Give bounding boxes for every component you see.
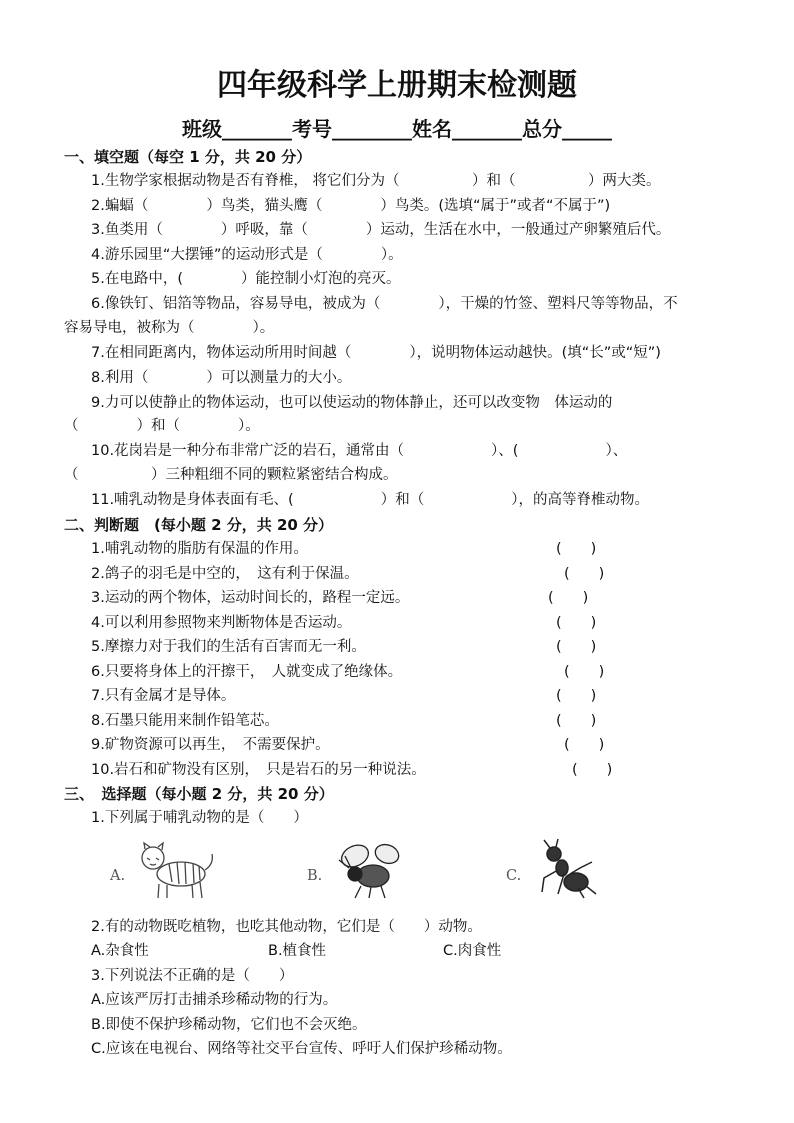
- section-3-heading: 三、 选择题（每小题 2 分，共 20 分）: [64, 785, 334, 803]
- fill-question-9-cont: （ ）和（ ）。: [64, 418, 260, 434]
- judge-question-5: 5.摩擦力对于我们的生活有百害而无一利。: [91, 639, 366, 655]
- fill-question-7: 7.在相同距离内，物体运动所用时间越（ ），说明物体运动越快。(填“长”或“短”): [91, 345, 661, 361]
- q3-option-a[interactable]: A.应该严厉打击捕杀珍稀动物的行为。: [91, 992, 338, 1008]
- choice-question-1: 1.下列属于哺乳动物的是（ ）: [91, 810, 308, 826]
- judge-question-9: 9.矿物资源可以再生， 不需要保护。: [91, 737, 330, 753]
- q2-option-c[interactable]: C.肉食性: [443, 943, 502, 959]
- option-a-label[interactable]: A.: [110, 868, 126, 884]
- q3-option-c[interactable]: C.应该在电视台、网络等社交平台宣传、呼吁人们保护珍稀动物。: [91, 1041, 512, 1057]
- judge-question-8: 8.石墨只能用来制作铅笔芯。: [91, 713, 279, 729]
- answer-paren[interactable]: ( ): [564, 664, 605, 680]
- judge-question-3: 3.运动的两个物体，运动时间长的，路程一定远。: [91, 590, 410, 606]
- answer-paren[interactable]: ( ): [556, 615, 597, 631]
- q3-option-b[interactable]: B.即使不保护珍稀动物，它们也不会灭绝。: [91, 1017, 367, 1033]
- fill-question-1: 1.生物学家根据动物是否有脊椎， 将它们分为（ ）和（ ）两大类。: [91, 173, 661, 189]
- ant-icon[interactable]: [532, 838, 602, 902]
- answer-paren[interactable]: ( ): [556, 541, 597, 557]
- judge-question-10: 10.岩石和矿物没有区别， 只是岩石的另一种说法。: [91, 762, 426, 778]
- fill-question-3: 3.鱼类用（ ）呼吸，靠（ ）运动，生活在水中，一般通过产卵繁殖后代。: [91, 222, 671, 238]
- judge-question-4: 4.可以利用参照物来判断物体是否运动。: [91, 615, 352, 631]
- tiger-icon[interactable]: [136, 838, 216, 902]
- fill-question-10: 10.花岗岩是一种分布非常广泛的岩石，通常由（ ）、( ）、: [91, 443, 628, 459]
- choice-question-3: 3.下列说法不正确的是（ ）: [91, 968, 294, 984]
- q2-option-a[interactable]: A.杂食性: [91, 943, 149, 959]
- answer-paren[interactable]: ( ): [556, 688, 597, 704]
- answer-paren[interactable]: ( ): [556, 639, 597, 655]
- answer-paren[interactable]: ( ): [548, 590, 589, 606]
- fill-question-5: 5.在电路中，( ）能控制小灯泡的亮灭。: [91, 271, 401, 287]
- judge-question-7: 7.只有金属才是导体。: [91, 688, 236, 704]
- section-1-heading: 一、填空题（每空 1 分，共 20 分）: [64, 148, 312, 166]
- fill-question-2: 2.蝙蝠（ ）鸟类，猫头鹰（ ）鸟类。(选填“属于”或者“不属于”): [91, 198, 611, 214]
- section-2-heading: 二、判断题 (每小题 2 分，共 20 分）: [64, 516, 334, 534]
- judge-question-6: 6.只要将身体上的汗擦干， 人就变成了绝缘体。: [91, 664, 403, 680]
- option-c-label[interactable]: C.: [506, 868, 522, 884]
- fill-question-10-cont: （ ）三种粗细不同的颗粒紧密结合构成。: [64, 467, 398, 483]
- fill-question-6-cont: 容易导电，被称为（ ）。: [64, 320, 275, 336]
- fill-question-11: 11.哺乳动物是身体表面有毛、( ）和（ ），的高等脊椎动物。: [91, 492, 649, 508]
- choice-question-2: 2.有的动物既吃植物，也吃其他动物，它们是（ ）动物。: [91, 919, 482, 935]
- fill-question-9: 9.力可以使静止的物体运动，也可以使运动的物体静止，还可以改变物 体运动的: [91, 395, 613, 411]
- answer-paren[interactable]: ( ): [564, 566, 605, 582]
- q2-option-b[interactable]: B.植食性: [268, 943, 327, 959]
- fill-question-4: 4.游乐园里“大摆锤”的运动形式是（ ）。: [91, 247, 403, 263]
- answer-paren[interactable]: ( ): [556, 713, 597, 729]
- judge-question-1: 1.哺乳动物的脂肪有保温的作用。: [91, 541, 308, 557]
- page-title: 四年级科学上册期末检测题: [217, 68, 577, 103]
- fill-question-6: 6.像铁钉、铝箔等物品，容易导电，被成为（ ），干燥的竹签、塑料尺等等物品，不: [91, 296, 678, 312]
- fill-question-8: 8.利用（ ）可以测量力的大小。: [91, 370, 352, 386]
- answer-paren[interactable]: ( ): [564, 737, 605, 753]
- option-b-label[interactable]: B.: [307, 868, 323, 884]
- fly-icon[interactable]: [333, 838, 409, 902]
- student-info-line: 班级_______考号________姓名_______总分_____: [182, 117, 612, 141]
- answer-paren[interactable]: ( ): [572, 762, 613, 778]
- judge-question-2: 2.鸽子的羽毛是中空的， 这有利于保温。: [91, 566, 359, 582]
